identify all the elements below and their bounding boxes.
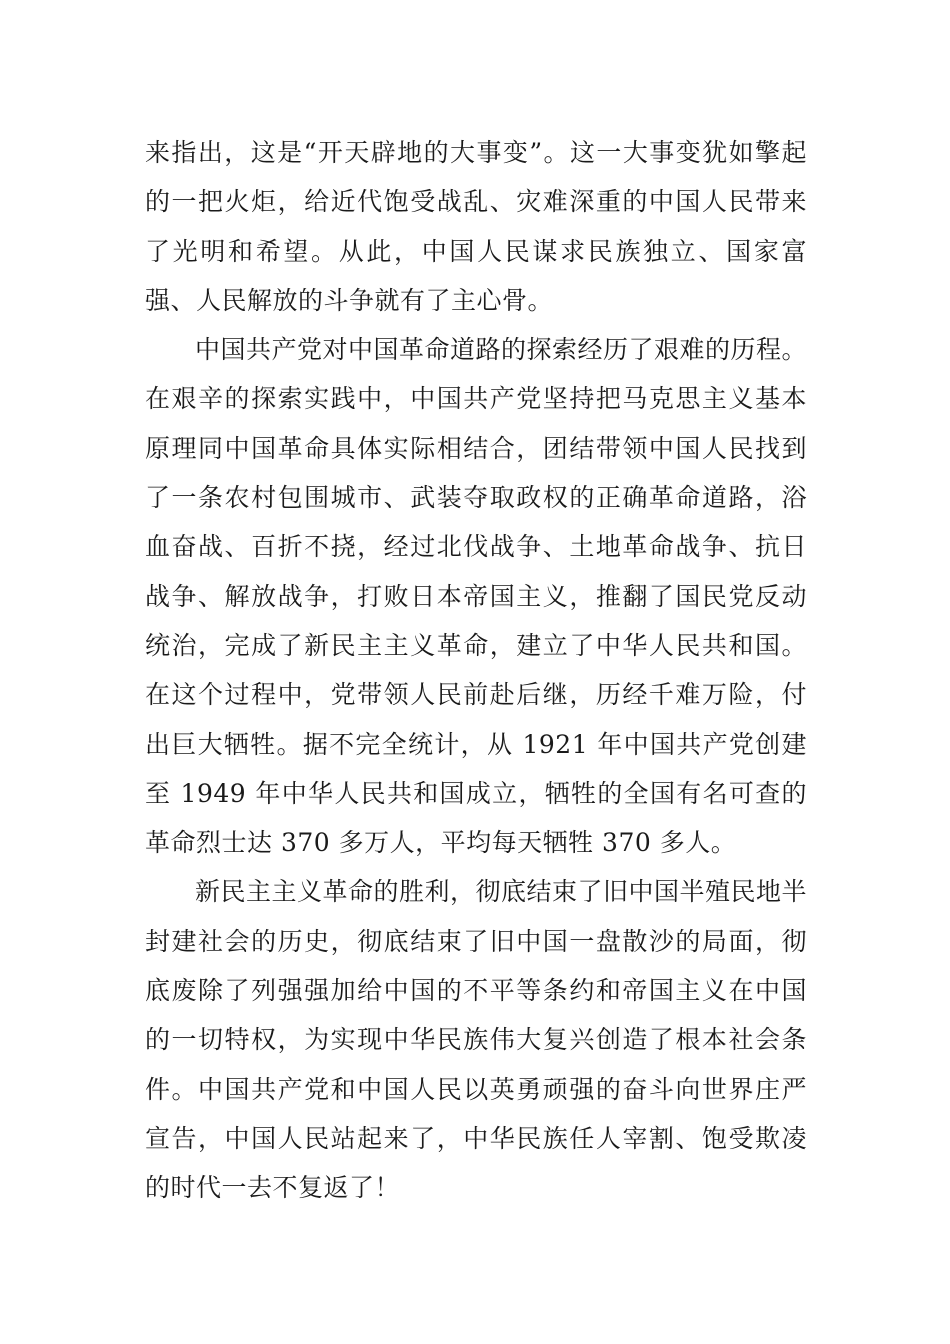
body-text [145, 128, 807, 1213]
paragraph-continued: 来指出，这是“开天辟地的大事变”。这一大事变犹如擎起的一把火炬，给近代饱受战乱、灾难深重的中国人民带来了光明和希望。从此，中国人民谋求民族独立、国家富强、人民解放的斗争就有了主心骨。 [145, 138, 807, 315]
paragraph-victory: 新民主主义革命的胜利，彻底结束了旧中国半殖民地半封建社会的历史，彻底结束了旧中国一盘散沙的局面，彻底废除了列强强加给中国的不平等条约和帝国主义在中国的一切特权，为实现中华民族伟大复兴创造了根本社会条件。中国共产党和中国人民以英勇顽强的奋斗向世界庄严宣告，中国人民站起来了，中华民族任人宰割、饱受欺凌的时代一去不复返了！ [145, 877, 808, 1203]
paragraph-revolution-path: 中国共产党对中国革命道路的探索经历了艰难的历程。在艰辛的探索实践中，中国共产党坚持把马克思主义基本原理同中国革命具体实际相结合，团结带领中国人民找到了一条农村包围城市、武装夺取政权的正确革命道路，浴血奋战、百折不挠，经过北伐战争、土地革命战争、抗日战争、解放战争，打败日本帝国主义，推翻了国民党反动统治，完成了新民主主义革命，建立了中华人民共和国。在这个过程中，党带领人民前赴后继，历经千难万险，付出巨大牺牲。据不完全统计，从 1921 年中国共产党创建至 1949 年中华人民共和国成立，牺牲的全国有名可查的革命烈士达 370 多万人，平均每天牺牲 370 多人。 [145, 335, 808, 858]
